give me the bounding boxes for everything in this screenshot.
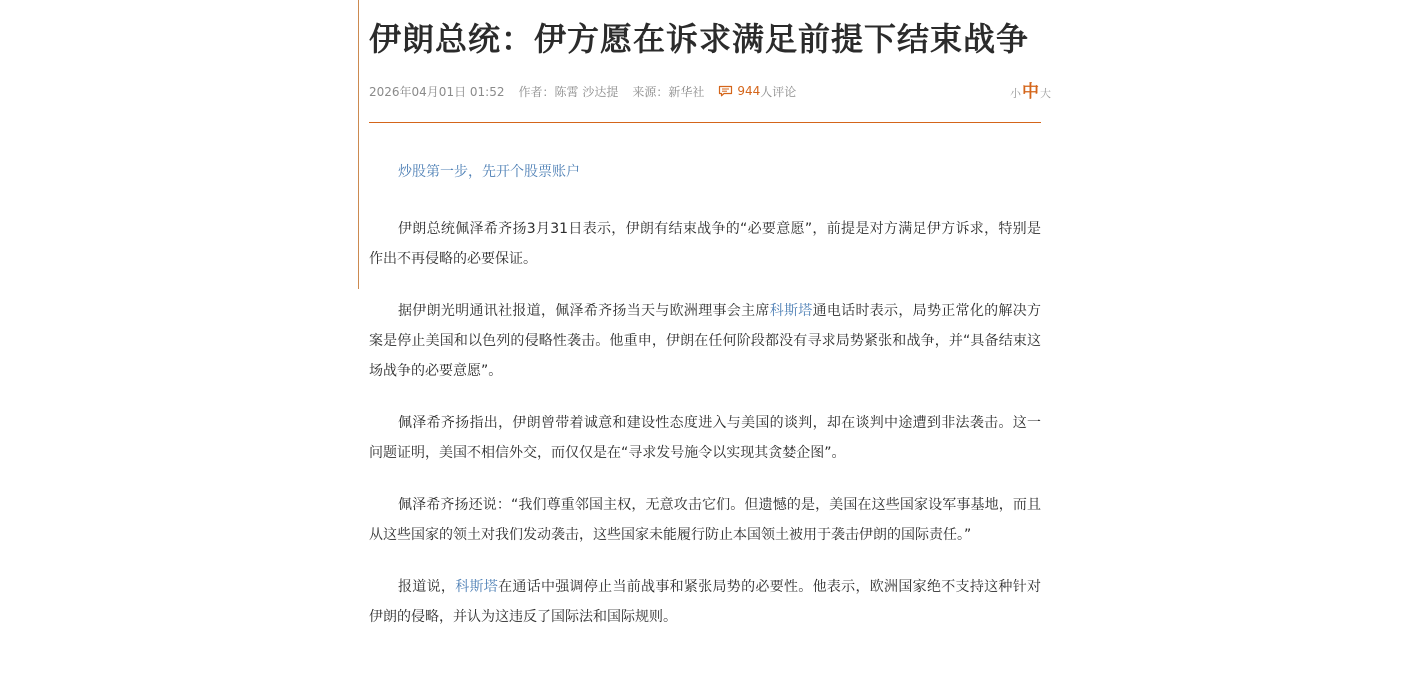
article-title: 伊朗总统：伊方愿在诉求满足前提下结束战争: [369, 20, 1030, 58]
paragraph-5-text-a: 报道说，: [398, 579, 456, 595]
comment-count: 944: [737, 84, 761, 98]
paragraph-4: 佩泽希齐扬还说：“我们尊重邻国主权，无意攻击它们。但遗憾的是，美国在这些国家设军事基地，而且从这些国家的领土对我们发动袭击，这些国家未能履行防止本国领土被用于袭击伊朗的国际责任。”: [369, 497, 1041, 543]
author-name: 陈霄 沙达提: [554, 84, 619, 99]
costa-link[interactable]: 科斯塔: [769, 303, 813, 319]
paragraph-5: [369, 572, 1041, 632]
comments-link[interactable]: [718, 83, 796, 100]
paragraph-2-text-a: 据伊朗光明通讯社报道，佩泽希齐扬当天与欧洲理事会主席: [398, 303, 770, 319]
paragraph-5-text-b: 在通话中强调停止当前战事和紧张局势的必要性。他表示，欧洲国家绝不支持这种针对伊朗的侵略，并认为这违反了国际法和国际规则。: [369, 579, 1042, 625]
comment-suffix: 人评论: [760, 84, 797, 99]
font-size-medium-button[interactable]: 中: [1022, 82, 1039, 102]
paragraph-2-text-b: 通电话时表示，局势正常化的解决方案是停止美国和以色列的侵略性袭击。他重申，伊朗在任何阶段都没有寻求局势紧张和战争，并“具备结束这场战争的必要意愿”。: [369, 303, 1042, 379]
meta-divider: [369, 122, 1041, 123]
article-meta: [369, 80, 1051, 102]
costa-link-2[interactable]: 科斯塔: [455, 579, 499, 595]
font-size-switcher: [1010, 77, 1051, 102]
article-container: [369, 0, 1051, 632]
paragraph-1: 伊朗总统佩泽希齐扬3月31日表示，伊朗有结束战争的“必要意愿”，前提是对方满足伊方诉求，特别是作出不再侵略的必要保证。: [369, 221, 1041, 267]
comment-bubble-icon: [718, 85, 733, 97]
paragraph-3: 佩泽希齐扬指出，伊朗曾带着诚意和建设性态度进入与美国的谈判，却在谈判中途遭到非法袭击。这一问题证明，美国不相信外交，而仅仅是在“寻求发号施令以实现其贪婪企图”。: [369, 415, 1041, 461]
source-label: 来源：: [632, 84, 669, 99]
publish-datetime: 2026年04月01日 01:52: [369, 84, 505, 99]
font-size-large-button[interactable]: 大: [1040, 87, 1051, 100]
font-size-small-button[interactable]: 小: [1010, 87, 1021, 100]
author-label: 作者：: [518, 84, 555, 99]
source-name: 新华社: [668, 84, 705, 99]
paragraph-2: [369, 296, 1041, 386]
promo-link[interactable]: 炒股第一步，先开个股票账户: [398, 164, 580, 180]
left-border-line: [358, 0, 359, 289]
